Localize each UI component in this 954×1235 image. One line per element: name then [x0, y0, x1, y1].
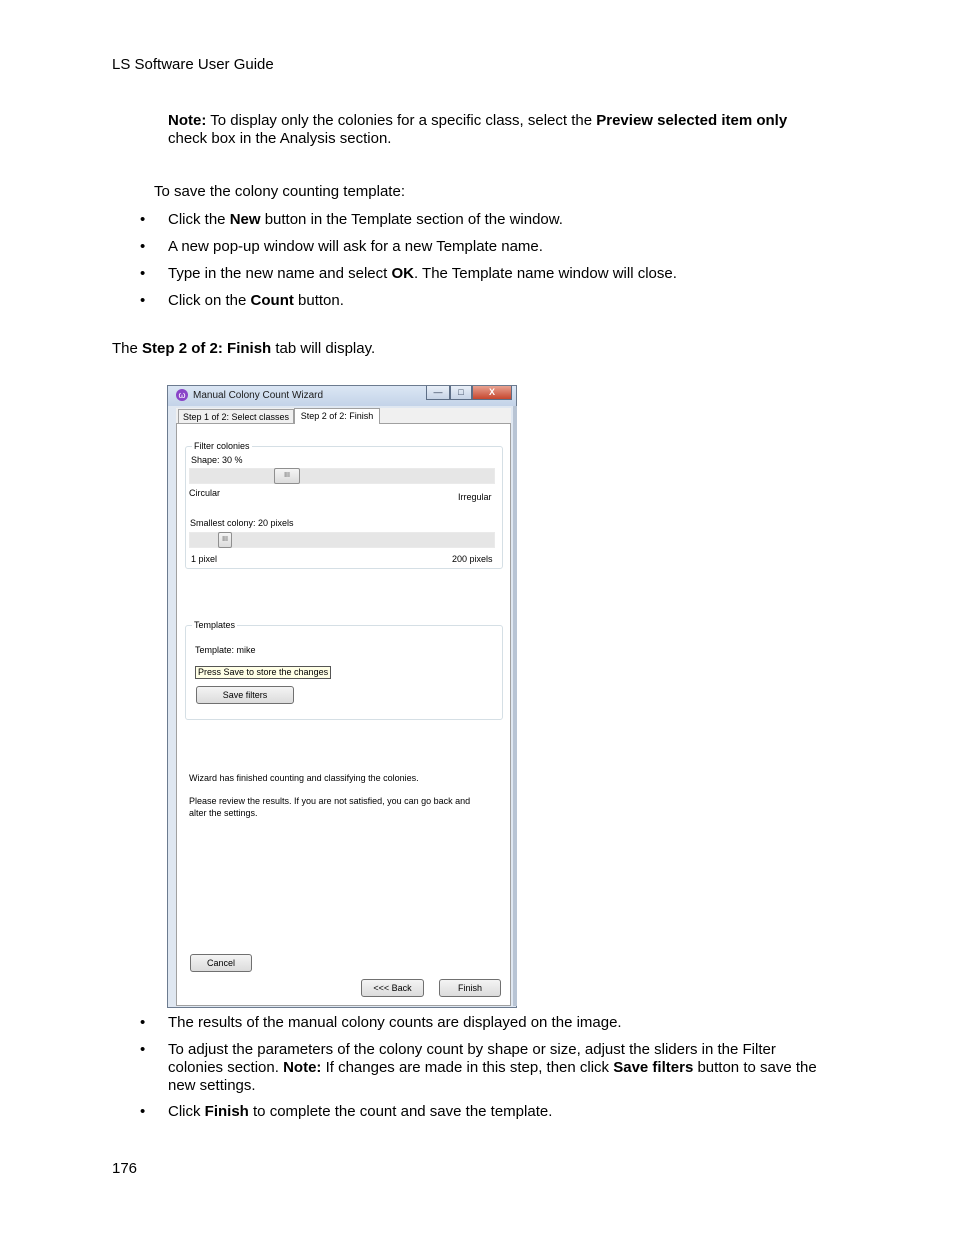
- tab-panel: [176, 423, 511, 1006]
- note-text: To display only the colonies for a specific class, select the: [206, 112, 597, 129]
- result-text: [168, 1103, 828, 1121]
- window-border: [513, 406, 517, 1006]
- bullet-icon: •: [140, 1014, 146, 1031]
- maximize-button[interactable]: □: [450, 386, 472, 400]
- note-option: Preview selected item only: [596, 112, 788, 129]
- save-filters-button[interactable]: Save filters: [196, 686, 294, 704]
- shape-max-label: Irregular: [458, 492, 492, 502]
- note-paragraph: [168, 112, 828, 148]
- wizard-client-area: [176, 408, 511, 1006]
- bullet-icon: •: [140, 1041, 146, 1058]
- step-line-bold: Step 2 of 2: Finish: [142, 340, 272, 357]
- result-plain-text: The results of the manual colony counts are displayed on the image.: [168, 1014, 622, 1031]
- step-text: button.: [293, 292, 344, 309]
- save-hint: Press Save to store the changes: [195, 666, 331, 679]
- wizard-message: Wizard has finished counting and classifying the colonies.: [189, 773, 419, 783]
- result-plain-text: If changes are made in this step, then click: [321, 1059, 614, 1076]
- result-plain-text: Click: [168, 1103, 205, 1120]
- size-max-label: 200 pixels: [452, 554, 493, 564]
- minimize-button[interactable]: —: [426, 386, 450, 400]
- note-text-end: check box in the Analysis section.: [168, 130, 392, 147]
- step-bold: OK: [391, 265, 414, 282]
- running-header: LS Software User Guide: [112, 56, 274, 73]
- filter-legend: Filter colonies: [194, 441, 250, 451]
- step-line: [112, 340, 375, 358]
- result-plain-text: to complete the count and save the template.: [248, 1103, 553, 1120]
- wizard-message: Please review the results. If you are not satisfied, you can go back and: [189, 796, 471, 806]
- size-min-label: 1 pixel: [191, 554, 218, 564]
- result-bold-text: Save filters: [613, 1059, 694, 1076]
- tab-select-classes[interactable]: Step 1 of 2: Select classes: [178, 409, 294, 424]
- app-icon: ω: [176, 389, 188, 401]
- intro-text: To save the colony counting template:: [154, 183, 405, 200]
- step-text: Click the: [168, 211, 230, 228]
- size-slider-thumb[interactable]: III: [218, 532, 232, 548]
- page-number: 176: [112, 1160, 138, 1177]
- shape-min-label: Circular: [189, 488, 221, 498]
- result-plain-text: To adjust the parameters of the colony count by shape or size, adjust the sliders in the Filter colonies section.: [168, 1041, 776, 1076]
- result-plain-text: button to save the new settings.: [168, 1059, 817, 1094]
- tab-finish[interactable]: Step 2 of 2: Finish: [294, 408, 380, 424]
- title-bar: [168, 386, 516, 406]
- bullet-icon: •: [140, 265, 146, 282]
- window-title: Manual Colony Count Wizard: [193, 390, 324, 401]
- bullet-icon: •: [140, 211, 146, 228]
- result-bold-text: Note:: [283, 1059, 322, 1076]
- note-label: Note:: [168, 112, 207, 129]
- template-name-label: Template: mike: [195, 645, 256, 655]
- step-line-text: tab will display.: [271, 340, 376, 357]
- step-text: button in the Template section of the window.: [260, 211, 563, 228]
- back-button[interactable]: <<< Back: [361, 979, 424, 997]
- step-text: . The Template name window will close.: [413, 265, 677, 282]
- wizard-window: [167, 385, 517, 1008]
- size-slider[interactable]: [189, 532, 495, 548]
- step-bold: New: [229, 211, 261, 228]
- step-line-text: The: [112, 340, 143, 357]
- filter-colonies-group: [185, 441, 503, 569]
- step-bold: Count: [250, 292, 294, 309]
- shape-label: Shape: 30 %: [191, 455, 243, 465]
- size-label: Smallest colony: 20 pixels: [190, 518, 294, 528]
- shape-slider-thumb[interactable]: III: [274, 468, 300, 484]
- wizard-message: alter the settings.: [189, 808, 258, 818]
- close-button[interactable]: X: [472, 386, 512, 400]
- templates-group: [185, 620, 503, 720]
- templates-legend: Templates: [194, 620, 236, 630]
- bullet-icon: •: [140, 292, 146, 309]
- bullet-icon: •: [140, 238, 146, 255]
- result-bold-text: Finish: [204, 1103, 249, 1120]
- step-text: Click on the: [168, 292, 251, 309]
- finish-button[interactable]: Finish: [439, 979, 501, 997]
- result-text: [168, 1041, 828, 1095]
- shape-slider[interactable]: [189, 468, 495, 484]
- step-text: Type in the new name and select: [168, 265, 392, 282]
- bullet-icon: •: [140, 1103, 146, 1120]
- result-text: [168, 1014, 828, 1032]
- step-text: A new pop-up window will ask for a new Template name.: [168, 238, 543, 255]
- cancel-button[interactable]: Cancel: [190, 954, 252, 972]
